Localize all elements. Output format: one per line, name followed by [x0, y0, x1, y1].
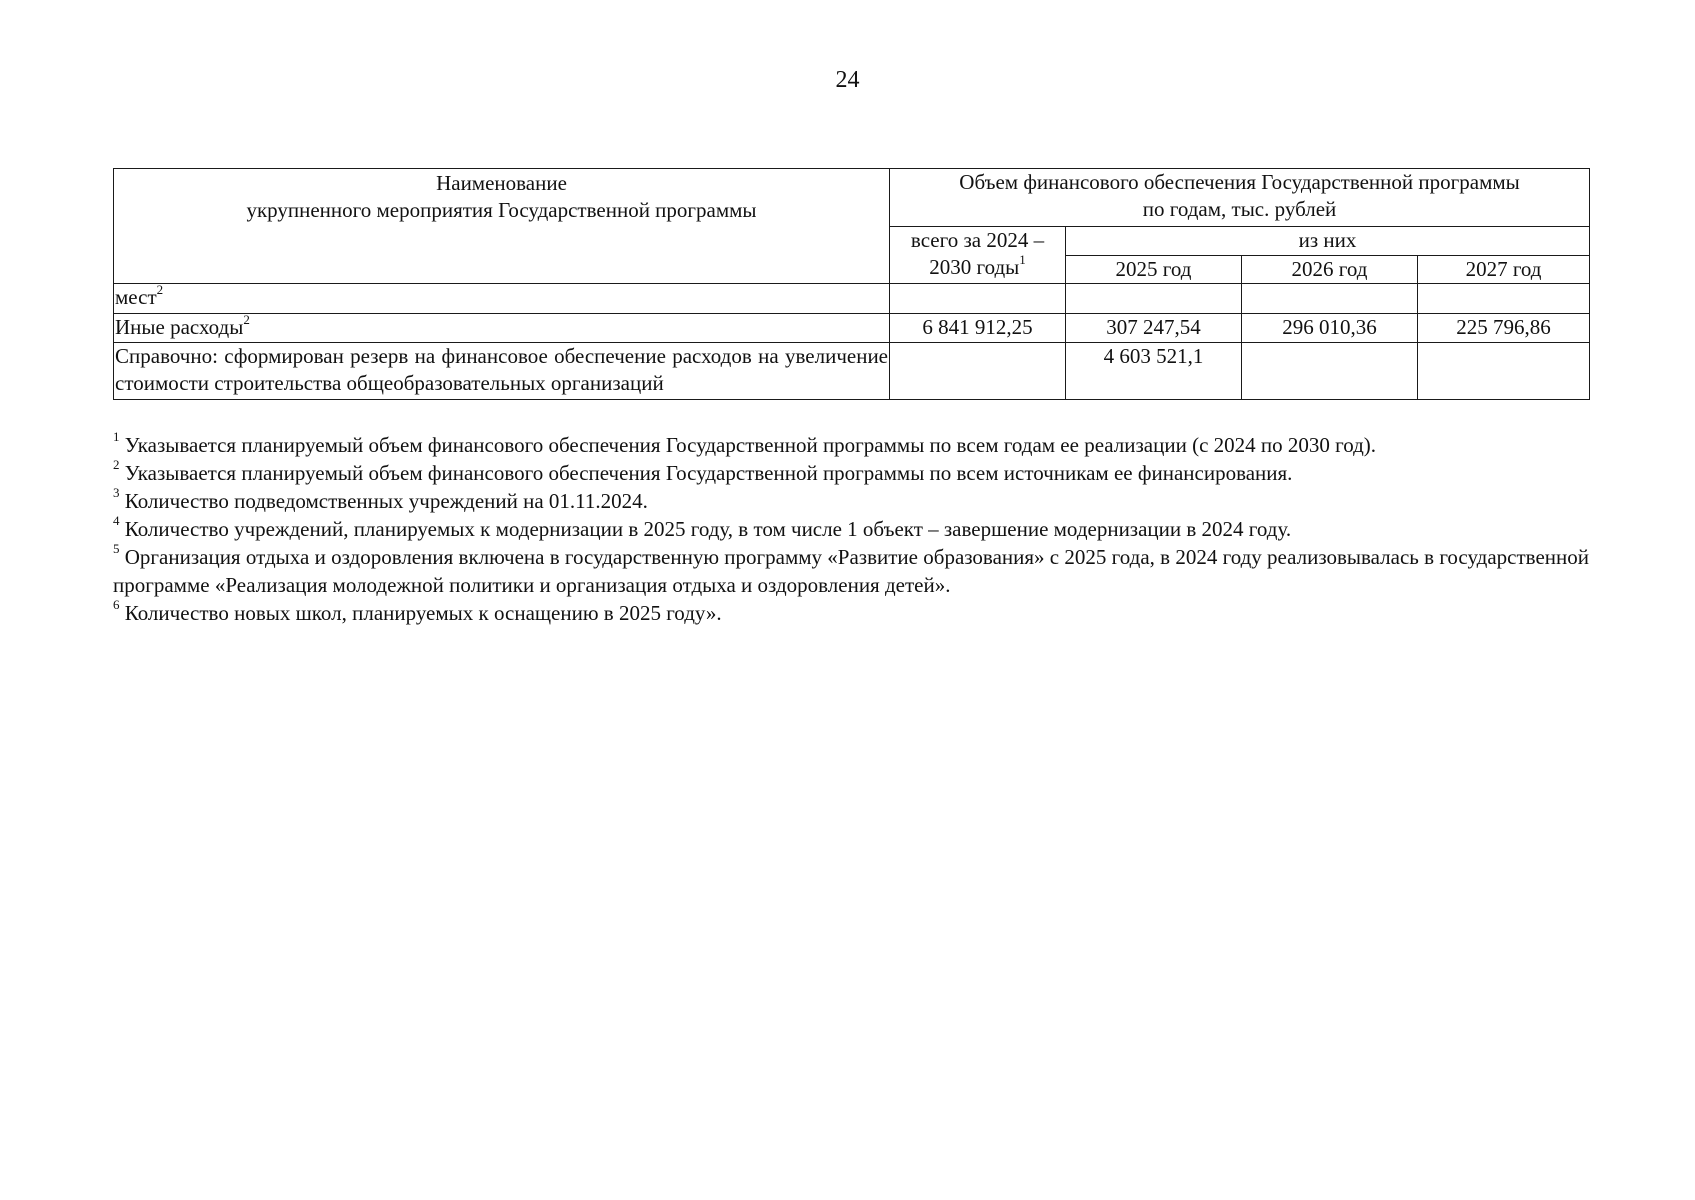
row-total	[890, 284, 1066, 314]
row-2025	[1066, 284, 1242, 314]
header-total-footnote-mark: 1	[1019, 252, 1026, 267]
footnote-mark: 6	[113, 597, 120, 612]
header-total-line2: 2030 годы$^1$	[929, 252, 1026, 279]
footnote-3	[113, 487, 1589, 515]
row-footnote-mark: 2	[156, 283, 164, 297]
footnote-text: Организация отдыха и оздоровления включена в государственную программу «Развитие образования» с 2025 года, в 2024 году реализовывалась в государственной программе «Реализация молодежной политики и организация отдыха и оздоровления детей».	[113, 545, 1589, 597]
header-total	[890, 227, 1066, 284]
footnote-6	[113, 599, 1589, 627]
header-financing-volume-line1: Объем финансового обеспечения Государственной программы	[959, 170, 1520, 194]
footnote-1	[113, 431, 1589, 459]
footnotes	[113, 431, 1589, 627]
footnote-mark: 5	[113, 541, 120, 556]
row-2026	[1242, 284, 1418, 314]
header-financing-volume	[890, 169, 1590, 227]
page-number: 24	[835, 67, 860, 93]
table-row	[114, 343, 1590, 400]
row-2026	[1242, 343, 1418, 400]
row-2025: 307 247,54	[1066, 314, 1242, 343]
row-2027	[1418, 284, 1590, 314]
footnote-text: Количество новых школ, планируемых к оснащению в 2025 году».	[124, 601, 722, 625]
row-total: 6 841 912,25	[890, 314, 1066, 343]
header-year-2027: 2027 год	[1418, 256, 1590, 284]
table-row	[114, 314, 1590, 343]
header-event-name	[114, 169, 890, 284]
footnote-2	[113, 459, 1589, 487]
footnote-text: Указывается планируемый объем финансового обеспечения Государственной программы по всем годам ее реализации (с 2024 по 2030 год).	[124, 433, 1377, 457]
row-2026: 296 010,36	[1242, 314, 1418, 343]
footnote-text: Количество подведомственных учреждений на 01.11.2024.	[124, 489, 648, 513]
header-event-name-line1: Наименование	[436, 171, 567, 195]
row-name: мест$^2$	[114, 284, 890, 314]
footnote-mark: 4	[113, 513, 120, 528]
table-row	[114, 284, 1590, 314]
header-of-them: из них	[1066, 227, 1590, 256]
header-financing-volume-line2: по годам, тыс. рублей	[1142, 197, 1337, 221]
row-footnote-mark: 2	[243, 313, 250, 327]
row-2025: 4 603 521,1	[1066, 343, 1242, 400]
row-2027: 225 796,86	[1418, 314, 1590, 343]
footnote-4	[113, 515, 1589, 543]
header-year-2026: 2026 год	[1242, 256, 1418, 284]
footnote-mark: 3	[113, 485, 120, 500]
footnote-text: Указывается планируемый объем финансового обеспечения Государственной программы по всем источникам ее финансирования.	[124, 461, 1293, 485]
row-2027	[1418, 343, 1590, 400]
footnote-5	[113, 543, 1589, 599]
footnote-mark: 2	[113, 457, 120, 472]
table-header-row-1	[114, 169, 1590, 227]
footnote-text: Количество учреждений, планируемых к модернизации в 2025 году, в том числе 1 объект – завершение модернизации в 2024 году.	[124, 517, 1292, 541]
row-total	[890, 343, 1066, 400]
budget-table	[113, 168, 1590, 400]
footnote-mark: 1	[113, 429, 120, 444]
header-event-name-line2: укрупненного мероприятия Государственной программы	[246, 198, 757, 222]
header-year-2025: 2025 год	[1066, 256, 1242, 284]
row-name: Справочно: сформирован резерв на финансовое обеспечение расходов на увеличение стоимости строительства общеобразовательных организаций	[114, 343, 890, 400]
row-name: Иные расходы$^2$	[114, 314, 890, 343]
header-total-line1: всего за 2024 –	[910, 228, 1045, 252]
